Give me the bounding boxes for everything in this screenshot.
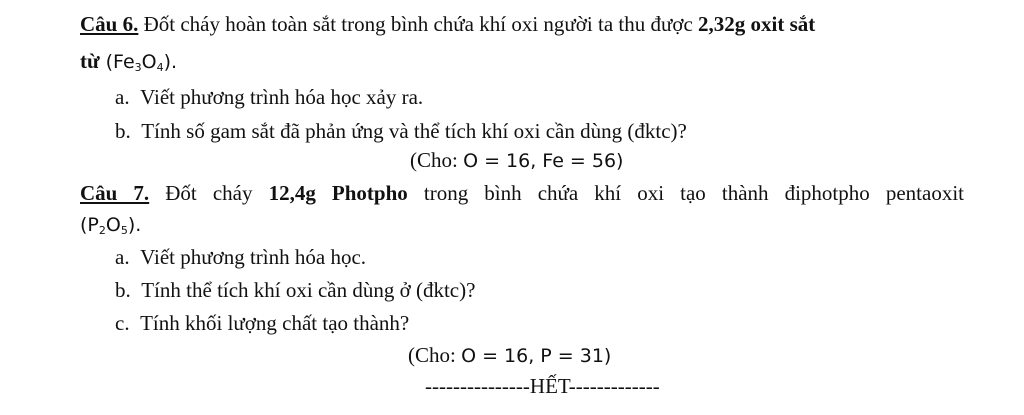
- q6-given: [410, 147, 623, 174]
- q6-formula-sub1: 3: [134, 61, 142, 74]
- q7-given: [408, 342, 611, 369]
- q7-line1: [80, 180, 964, 206]
- q6-line1: [80, 11, 964, 37]
- q6-formula-close: ).: [163, 51, 178, 73]
- q7-given-prefix: (Cho:: [408, 343, 462, 367]
- q7-line1-bold: 12,4g Photpho: [268, 181, 408, 205]
- q7-line1-text-a: Đốt cháy: [149, 181, 269, 205]
- q6-line1-bold: 2,32g oxit sắt: [698, 12, 816, 36]
- q6-formula-mid: O: [141, 51, 157, 73]
- q6-item-a-text: Viết phương trình hóa học xảy ra.: [140, 85, 424, 109]
- q7-formula: [80, 214, 141, 236]
- q6-formula-open: (Fe: [99, 51, 135, 73]
- q7-item-b-text: Tính thể tích khí oxi cần dùng ở (đktc)?: [141, 278, 476, 302]
- q6-given-values: O = 16, Fe = 56): [463, 150, 624, 172]
- q7-item-c-text: Tính khối lượng chất tạo thành?: [140, 311, 410, 335]
- q7-line2: [80, 211, 141, 238]
- q7-formula-sub1: 2: [98, 224, 106, 237]
- q7-formula-mid: O: [105, 214, 121, 236]
- q6-item-a-letter: a.: [115, 85, 130, 109]
- q6-item-a: [115, 84, 423, 110]
- q7-formula-sub2: 5: [120, 224, 128, 237]
- q6-given-prefix: (Cho:: [410, 148, 464, 172]
- end-marker: ---------------HẾT-------------: [425, 374, 660, 398]
- q7-item-c-letter: c.: [115, 311, 130, 335]
- q6-item-b: [115, 118, 687, 144]
- q6-label: Câu 6.: [80, 12, 139, 36]
- q6-item-b-letter: b.: [115, 119, 131, 143]
- q7-item-c: [115, 310, 409, 336]
- q7-given-values: O = 16, P = 31): [461, 345, 612, 367]
- q6-formula-sub2: 4: [156, 61, 164, 74]
- q7-item-b-letter: b.: [115, 278, 131, 302]
- q6-line1-text: Đốt cháy hoàn toàn sắt trong bình chứa khí oxi người ta thu được: [138, 12, 699, 36]
- q6-line2-prefix: từ: [80, 49, 100, 73]
- q6-formula: [100, 51, 177, 73]
- q7-line1-text-b: trong bình chứa khí oxi tạo thành điphotpho pentaoxit: [407, 181, 964, 205]
- q7-formula-close: ).: [127, 214, 142, 236]
- q7-label: Câu 7.: [80, 181, 150, 205]
- q7-formula-open: (P: [80, 214, 99, 236]
- q7-item-b: [115, 277, 475, 303]
- q6-item-b-text: Tính số gam sắt đã phản ứng và thể tích khí oxi cần dùng (đktc)?: [141, 119, 687, 143]
- q7-item-a-text: Viết phương trình hóa học.: [140, 245, 367, 269]
- q7-item-a-letter: a.: [115, 245, 130, 269]
- q6-line2: [80, 48, 177, 75]
- q7-item-a: [115, 244, 366, 270]
